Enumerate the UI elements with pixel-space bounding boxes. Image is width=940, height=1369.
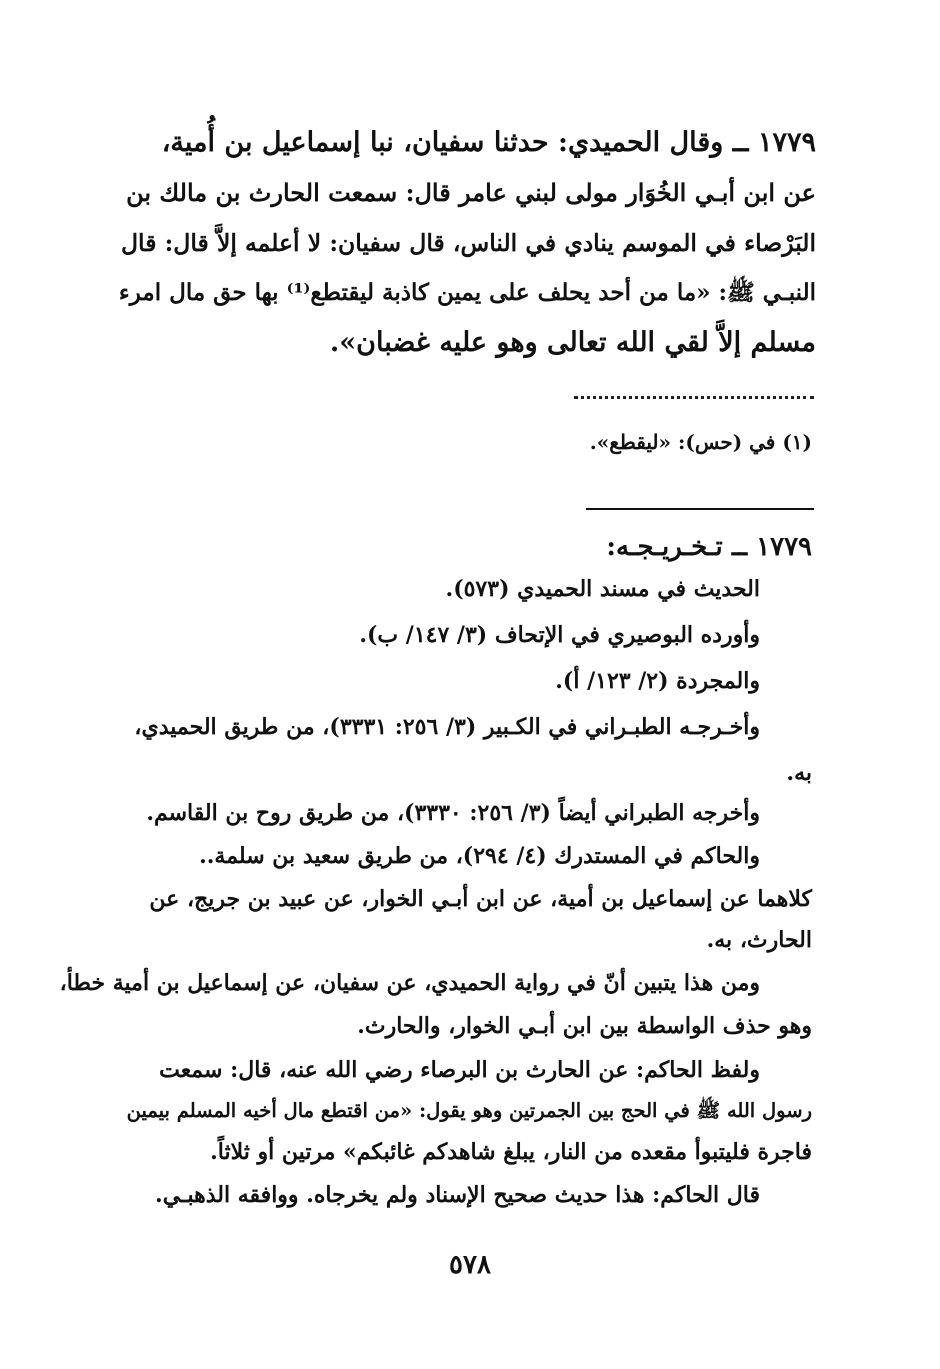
takhrij-line: رسول الله ﷺ في الحج بين الجمرتين وهو يقول: «من اقتطع مال أخيه المسلم بيمين [126, 1099, 812, 1122]
takhrij-line: والمجردة (٢/ ١٢٣/ أ). [555, 668, 760, 694]
takhrij-line: كلاهما عن إسماعيل بن أمية، عن ابن أبـي الخوار، عن عبيد بن جريج، عن [149, 886, 812, 912]
takhrij-line: والحاكم في المستدرك (٤/ ٢٩٤)، من طريق سعيد بن سلمة.. [199, 843, 760, 869]
hadith-line: البَرْصاء في الموسم ينادي في الناس، قال سفيان: لا أعلمه إلاَّ قال: قال [120, 229, 816, 257]
takhrij-line: ولفظ الحاكم: عن الحارث بن البرصاء رضي الله عنه، قال: سمعت [159, 1057, 760, 1083]
hadith-text [116, 118, 816, 368]
takhrij-line: وأورده البوصيري في الإتحاف (٣/ ١٤٧/ ب). [359, 622, 760, 648]
hadith-line: ١٧٧٩ ــ وقال الحميدي: حدثنا سفيان، نبا إسماعيل بن أُمية، [161, 127, 816, 158]
footnote: (١) في (حس): «ليقطع». [589, 430, 812, 454]
page-number: ٥٧٨ [449, 1250, 491, 1280]
takhrij-line: وأخـرجـه الطبـراني في الكـبير (٣/ ٢٥٦: ٣٣٣١)، من طريق الحميدي، [134, 714, 760, 740]
takhrij-line: فاجرة فليتبوأ مقعده من النار، يبلغ شاهدكم غائبكم» مرتين أو ثلاثاً. [210, 1139, 812, 1165]
takhrij-line: الحديث في مسند الحميدي (٥٧٣). [445, 576, 760, 602]
hadith-line: عن ابن أبـي الخُوَار مولى لبني عامر قال: سمعت الحارث بن مالك بن [126, 178, 816, 207]
takhrij-line: ومن هذا يتبين أنّ في رواية الحميدي، عن سفيان، عن إسماعيل بن أمية خطأ، [59, 970, 760, 996]
hadith-line: النبـي ﷺ: «ما من أحد يحلف على يمين كاذبة ليقتطع⁽¹⁾ بها حق مال امرء [118, 279, 816, 306]
takhrij-line: قال الحاكم: هذا حديث صحيح الإسناد ولم يخرجاه. ووافقه الذهبـي. [155, 1182, 760, 1208]
footnote-separator [574, 396, 814, 409]
takhrij-line: وهو حذف الواسطة بين ابن أبـي الخوار، والحارث. [357, 1013, 812, 1039]
hadith-line: مسلم إلاَّ لقي الله تعالى وهو عليه غضبان». [329, 327, 816, 358]
takhrij-heading: ١٧٧٩ ــ تـخـريـجـه: [606, 532, 812, 562]
takhrij-line: به. [786, 760, 812, 786]
section-rule [586, 508, 814, 510]
takhrij-line: الحارث، به. [706, 927, 812, 953]
takhrij-line: وأخرجه الطبراني أيضاً (٣/ ٢٥٦: ٣٣٣٠)، من طريق روح بن القاسم. [146, 800, 760, 826]
